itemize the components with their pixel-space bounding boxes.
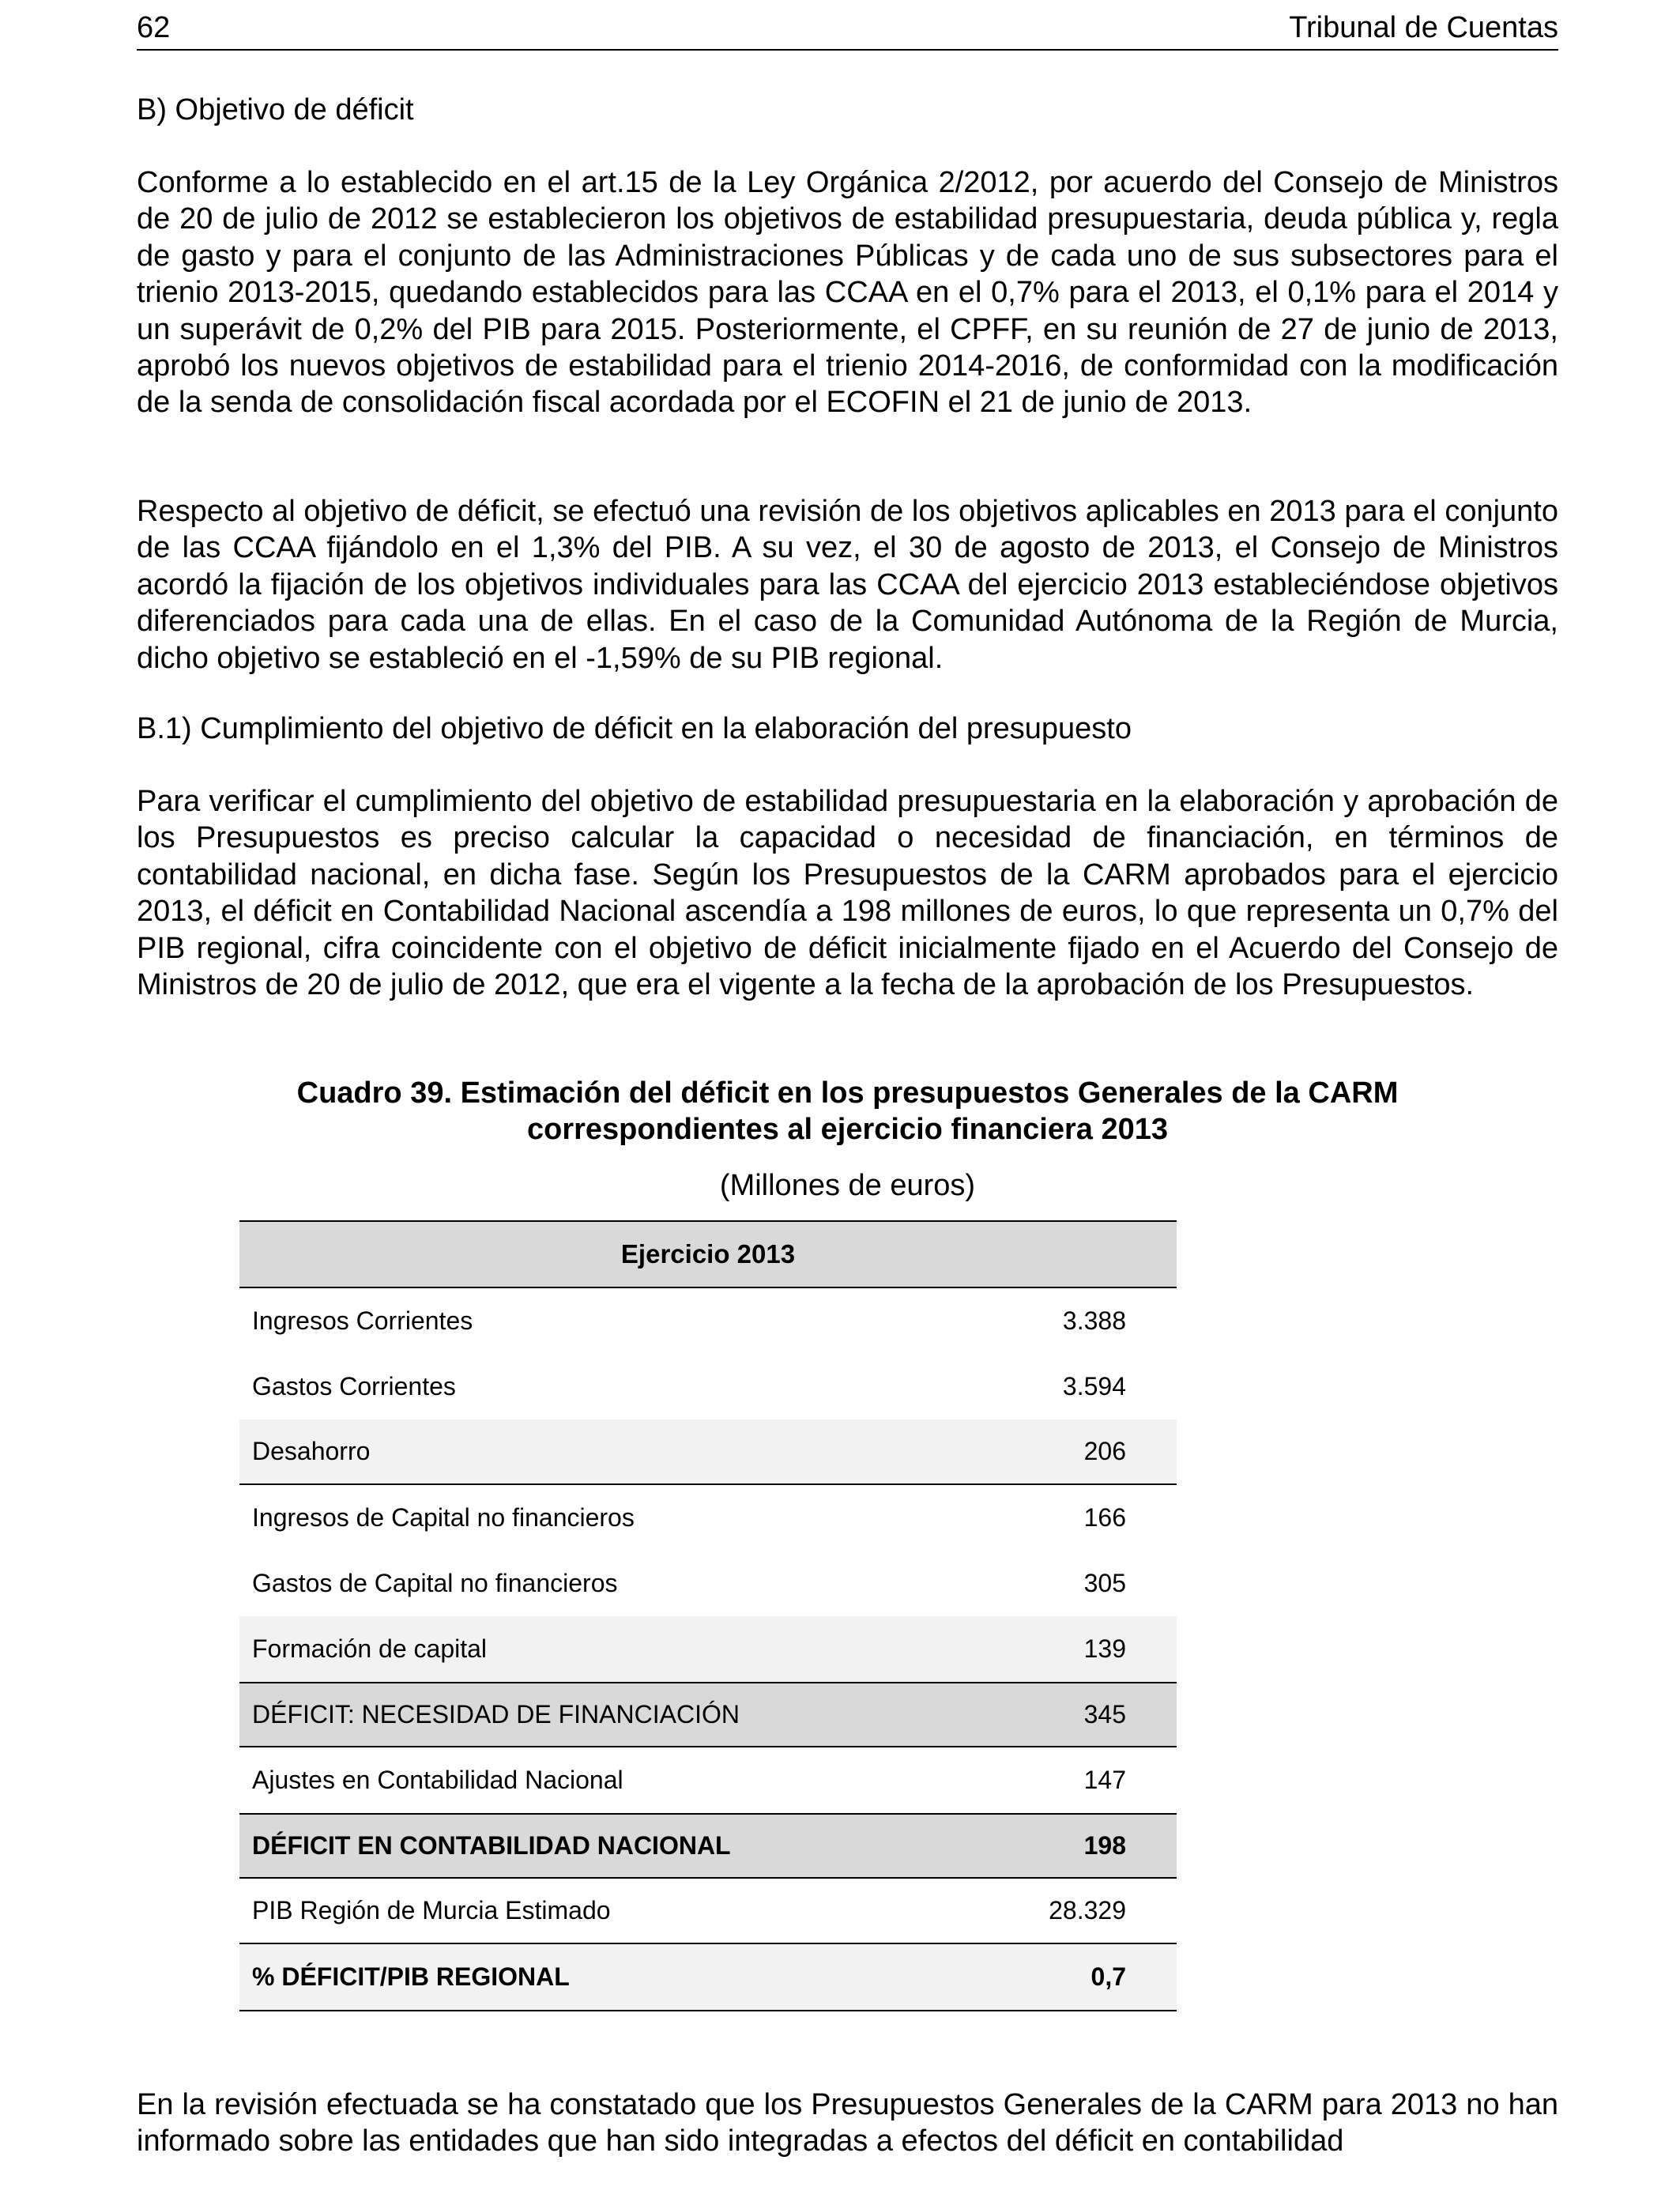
row-label: PIB Región de Murcia Estimado <box>252 1896 611 1924</box>
table-row <box>239 1747 1177 1813</box>
table-row <box>239 1682 1177 1747</box>
row-value: 139 <box>1083 1634 1126 1663</box>
paragraph-2: Respecto al objetivo de déficit, se efectuó una revisión de los objetivos aplicables en 2013 para el conjunto de las CCAA fijándolo en el 1,3% del PIB. A su vez, el 30 de agosto de 2013, el Consejo de Ministros acordó la fijación de los objetivos individuales para las CCAA del ejercicio 2013 estableciéndose objetivos diferenciados para cada una de ellas. En el caso de la Comunidad Autónoma de la Región de Murcia, dicho objetivo se estableció en el -1,59% de su PIB regional. <box>137 495 1558 675</box>
row-label: Ingresos de Capital no financieros <box>252 1503 635 1532</box>
table-row <box>239 1354 1177 1419</box>
table-units: (Millones de euros) <box>719 1169 976 1202</box>
table-column-header: Ejercicio 2013 <box>239 1222 1177 1288</box>
deficit-table <box>239 1220 1177 2011</box>
row-label: Gastos Corrientes <box>252 1372 456 1400</box>
paragraph-1: Conforme a lo establecido en el art.15 de la Ley Orgánica 2/2012, por acuerdo del Consejo de Ministros de 20 de julio de 2012 se establecieron los objetivos de estabilidad presupuestaria, deuda pública y, regla de gasto y para el conjunto de las Administraciones Públicas y de cada uno de sus subsectores para el trienio 2013-2015, quedando establecidos para las CCAA en el 0,7% para el 2013, el 0,1% para el 2014 y un superávit de 0,2% del PIB para 2015. Posteriormente, el CPFF, en su reunión de 27 de junio de 2013, aprobó los nuevos objetivos de estabilidad para el trienio 2014-2016, de conformidad con la modificación de la senda de consolidación fiscal acordada por el ECOFIN el 21 de junio de 2013. <box>137 166 1558 420</box>
table-row <box>239 1551 1177 1616</box>
row-value: 28.329 <box>1049 1896 1126 1924</box>
section-heading: B) Objetivo de déficit <box>137 93 414 126</box>
table-row <box>239 1419 1177 1485</box>
row-label: Ajustes en Contabilidad Nacional <box>252 1766 623 1794</box>
row-value: 0,7 <box>1090 1962 1126 1991</box>
page-header <box>137 9 1558 51</box>
row-label: DÉFICIT: NECESIDAD DE FINANCIACIÓN <box>252 1700 740 1728</box>
row-label: Ingresos Corrientes <box>252 1306 473 1335</box>
table-caption-line-2: correspondientes al ejercicio financiera 2013 <box>526 1113 1169 1146</box>
paragraph-4: En la revisión efectuada se ha constatado que los Presupuestos Generales de la CARM para 2013 no han informado sobre las entidades que han sido integradas a efectos del déficit en contabilidad <box>137 2088 1558 2158</box>
running-title: Tribunal de Cuentas <box>1289 11 1558 44</box>
table-row <box>239 1485 1177 1551</box>
row-value: 3.388 <box>1062 1306 1126 1335</box>
page-number: 62 <box>137 11 171 44</box>
table-row <box>239 1879 1177 1944</box>
row-label: Gastos de Capital no financieros <box>252 1569 618 1597</box>
row-value: 166 <box>1083 1503 1126 1532</box>
table-row <box>239 1813 1177 1879</box>
subsection-heading: B.1) Cumplimiento del objetivo de déficit en la elaboración del presupuesto <box>137 712 1132 745</box>
row-label: Desahorro <box>252 1437 371 1465</box>
paragraph-3: Para verificar el cumplimiento del objetivo de estabilidad presupuestaria en la elaboración y aprobación de los Presupuestos es preciso calcular la capacidad o necesidad de financiación, en términos de contabilidad nacional, en dicha fase. Según los Presupuestos de la CARM aprobados para el ejercicio 2013, el déficit en Contabilidad Nacional ascendía a 198 millones de euros, lo que representa un 0,7% del PIB regional, cifra coincidente con el objetivo de déficit inicialmente fijado en el Acuerdo del Consejo de Ministros de 20 de julio de 2012, que era el vigente a la fecha de la aprobación de los Presupuestos. <box>137 785 1558 1002</box>
row-label: Formación de capital <box>252 1634 488 1663</box>
table-row <box>239 1944 1177 2010</box>
row-value: 345 <box>1083 1700 1126 1728</box>
row-value: 305 <box>1083 1569 1126 1597</box>
table-row <box>239 1288 1177 1354</box>
table-row <box>239 1616 1177 1682</box>
row-label: % DÉFICIT/PIB REGIONAL <box>252 1962 570 1991</box>
row-value: 206 <box>1083 1437 1126 1465</box>
row-value: 3.594 <box>1062 1372 1126 1400</box>
row-value: 147 <box>1083 1766 1126 1794</box>
row-value: 198 <box>1083 1831 1126 1860</box>
table-caption-line-1: Cuadro 39. Estimación del déficit en los presupuestos Generales de la CARM <box>296 1076 1399 1110</box>
row-label: DÉFICIT EN CONTABILIDAD NACIONAL <box>252 1831 731 1860</box>
